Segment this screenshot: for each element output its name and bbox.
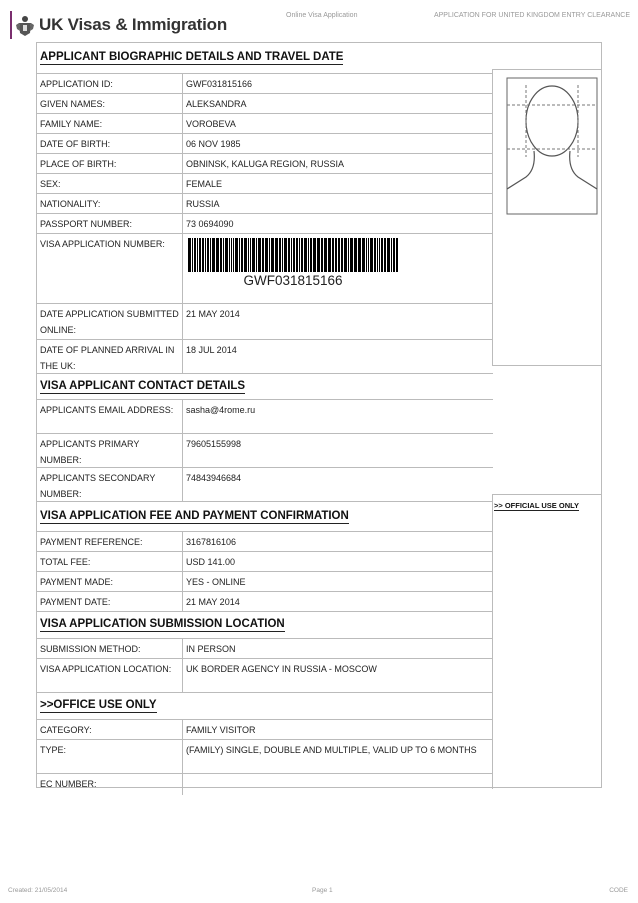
field-label: APPLICANTS SECONDARY NUMBER:: [37, 468, 183, 501]
field-value: VOROBEVA: [186, 119, 236, 129]
barcode-bar: [368, 238, 369, 272]
field-value: sasha@4rome.ru: [186, 405, 256, 415]
barcode-bar: [192, 238, 193, 272]
field-label: VISA APPLICATION NUMBER:: [37, 234, 183, 303]
row-sex: [37, 174, 493, 194]
barcode-bar: [252, 238, 255, 272]
footer-page-number: Page 1: [312, 887, 333, 894]
section-payment: [37, 502, 493, 532]
barcode-bar: [366, 238, 367, 272]
row-date-submitted: [37, 304, 493, 340]
barcode-bar: [202, 238, 204, 272]
field-value: 06 NOV 1985: [186, 139, 241, 149]
barcode-bar: [332, 238, 334, 272]
section-office-use: [37, 693, 493, 720]
field-value: FEMALE: [186, 179, 223, 189]
field-value: 73 0694090: [186, 219, 234, 229]
barcode-bar: [197, 238, 198, 272]
field-value: 21 MAY 2014: [186, 597, 240, 607]
barcode-bar: [341, 238, 343, 272]
barcode-bar: [275, 238, 278, 272]
brand-name: UK Visas & Immigration: [39, 15, 228, 34]
barcode-bar: [256, 238, 257, 272]
barcode-bar: [396, 238, 398, 272]
barcode-bar: [269, 238, 270, 272]
barcode-bar: [212, 238, 215, 272]
barcode-bar: [205, 238, 206, 272]
barcode-bar: [391, 238, 392, 272]
barcode-bar: [279, 238, 281, 272]
field-value: USD 141.00: [186, 557, 236, 567]
barcode-bar: [374, 238, 376, 272]
row-family-name: [37, 114, 493, 134]
barcode-bar: [241, 238, 243, 272]
barcode-bar: [262, 238, 264, 272]
barcode-bar: [308, 238, 309, 272]
barcode-bar: [244, 238, 247, 272]
barcode-bar: [324, 238, 327, 272]
barcode-bar: [271, 238, 274, 272]
barcode-bar: [304, 238, 307, 272]
row-date-of-birth: [37, 134, 493, 154]
field-label: SUBMISSION METHOD:: [37, 639, 183, 658]
barcode-bar: [223, 238, 224, 272]
barcode-bar: [362, 238, 365, 272]
field-label: FAMILY NAME:: [37, 114, 183, 133]
field-value: (FAMILY) SINGLE, DOUBLE AND MULTIPLE, VALID UP TO 6 MONTHS: [186, 745, 477, 755]
application-form: [36, 42, 602, 788]
row-secondary-number: [37, 468, 493, 502]
barcode-bar: [293, 238, 295, 272]
field-label: APPLICANTS PRIMARY NUMBER:: [37, 434, 183, 467]
photo-box-top: [492, 69, 602, 70]
barcode-bar: [291, 238, 292, 272]
field-label: NATIONALITY:: [37, 194, 183, 213]
royal-crest-icon: [15, 13, 35, 37]
row-passport-number: [37, 214, 493, 234]
row-type: [37, 740, 493, 774]
official-use-divider: [492, 494, 493, 789]
barcode-bar: [299, 238, 300, 272]
field-label: GIVEN NAMES:: [37, 94, 183, 113]
row-payment-made: [37, 572, 493, 592]
barcode-bar: [317, 238, 320, 272]
barcode-bar: [370, 238, 373, 272]
barcode-bar: [393, 238, 395, 272]
official-use-text: >> OFFICIAL USE ONLY: [494, 501, 580, 510]
barcode-bar: [377, 238, 378, 272]
field-label: PAYMENT DATE:: [37, 592, 183, 611]
barcode-bar: [384, 238, 386, 272]
barcode-bar: [250, 238, 251, 272]
footer-created: Created: 21/05/2014: [8, 887, 68, 894]
barcode-bar: [313, 238, 316, 272]
field-label: DATE APPLICATION SUBMITTED ONLINE:: [37, 304, 183, 339]
row-primary-number: [37, 434, 493, 468]
field-label: DATE OF PLANNED ARRIVAL IN THE UK:: [37, 340, 183, 373]
barcode-bar: [229, 238, 230, 272]
field-label: VISA APPLICATION LOCATION:: [37, 659, 183, 692]
field-label: PASSPORT NUMBER:: [37, 214, 183, 233]
barcode-bar: [358, 238, 361, 272]
field-label: TYPE:: [37, 740, 183, 773]
barcode-bar: [210, 238, 211, 272]
barcode-bar: [265, 238, 268, 272]
barcode-bar: [207, 238, 209, 272]
field-value: ALEKSANDRA: [186, 99, 247, 109]
barcode-bar: [310, 238, 312, 272]
row-application-id: [37, 74, 493, 94]
field-value: OBNINSK, KALUGA REGION, RUSSIA: [186, 159, 345, 169]
row-visa-application-number: [37, 234, 493, 304]
barcode-bar: [199, 238, 201, 272]
row-place-of-birth: [37, 154, 493, 174]
header-center-text: Online Visa Application: [286, 12, 358, 19]
section-title: VISA APPLICATION FEE AND PAYMENT CONFIRMATION: [40, 509, 349, 522]
field-value: IN PERSON: [186, 644, 236, 654]
field-value: UK BORDER AGENCY IN RUSSIA - MOSCOW: [186, 664, 377, 674]
field-value: 74843946684: [186, 473, 242, 483]
field-value: [183, 774, 493, 795]
uk-visas-logo: [10, 10, 227, 40]
row-date-arrival: [37, 340, 493, 374]
row-payment-date: [37, 592, 493, 612]
field-value: GWF031815166: [186, 79, 253, 89]
brand-bar: [10, 11, 12, 39]
passport-photo-placeholder-icon: [506, 77, 598, 215]
field-label: SEX:: [37, 174, 183, 193]
row-submission-location: [37, 659, 493, 693]
barcode-bar: [233, 238, 234, 272]
section-title: VISA APPLICANT CONTACT DETAILS: [40, 379, 246, 392]
row-given-names: [37, 94, 493, 114]
barcode-cell: [183, 234, 493, 303]
barcode-bar: [258, 238, 261, 272]
field-value: YES - ONLINE: [186, 577, 246, 587]
field-label: APPLICANTS EMAIL ADDRESS:: [37, 400, 183, 433]
header-right-text: APPLICATION FOR UNITED KINGDOM ENTRY CLEARANCE: [433, 12, 630, 19]
form-main-column: [37, 43, 493, 795]
row-submission-method: [37, 639, 493, 659]
barcode-bar: [220, 238, 222, 272]
section-submission: [37, 612, 493, 639]
field-label: TOTAL FEE:: [37, 552, 183, 571]
barcode-bar: [188, 238, 191, 272]
field-value: 21 MAY 2014: [186, 309, 240, 319]
section-title: >>OFFICE USE ONLY: [40, 699, 157, 711]
photo-divider: [492, 69, 493, 365]
row-payment-reference: [37, 532, 493, 552]
official-use-label: [494, 501, 579, 510]
barcode-bar: [387, 238, 390, 272]
field-label: CATEGORY:: [37, 720, 183, 739]
barcode-bar: [354, 238, 357, 272]
barcode-bar: [288, 238, 290, 272]
barcode-bar: [350, 238, 353, 272]
barcode-bar: [335, 238, 337, 272]
photo-box-bottom: [492, 365, 602, 366]
field-value: 79605155998: [186, 439, 242, 449]
footer-code: CODE: [609, 887, 628, 894]
barcode-bar: [239, 238, 240, 272]
section-title: APPLICANT BIOGRAPHIC DETAILS AND TRAVEL DATE: [40, 51, 344, 63]
barcode-bar: [216, 238, 219, 272]
barcode-bar: [381, 238, 383, 272]
section-contact: [37, 374, 493, 400]
row-ec-number: [37, 774, 493, 795]
row-nationality: [37, 194, 493, 214]
official-use-top: [492, 494, 602, 495]
field-label: DATE OF BIRTH:: [37, 134, 183, 153]
barcode-bar: [194, 238, 196, 272]
field-value: 18 JUL 2014: [186, 345, 237, 355]
barcode-bar: [321, 238, 323, 272]
barcode-bar: [225, 238, 228, 272]
barcode-bar: [338, 238, 340, 272]
barcode-bar: [282, 238, 283, 272]
section-title: VISA APPLICATION SUBMISSION LOCATION: [40, 618, 285, 630]
field-value: RUSSIA: [186, 199, 220, 209]
row-category: [37, 720, 493, 740]
row-email: [37, 400, 493, 434]
field-value: 3167816106: [186, 537, 237, 547]
barcode-bar: [301, 238, 303, 272]
row-total-fee: [37, 552, 493, 572]
field-label: EC NUMBER:: [37, 774, 183, 795]
barcode-bar: [344, 238, 347, 272]
barcode-caption: GWF031815166: [243, 273, 343, 288]
field-label: PAYMENT REFERENCE:: [37, 532, 183, 551]
barcode-bar: [231, 238, 232, 272]
barcode-bar: [284, 238, 287, 272]
barcode-bar: [348, 238, 349, 272]
field-label: PAYMENT MADE:: [37, 572, 183, 591]
barcode-bar: [235, 238, 238, 272]
barcode-bar: [328, 238, 331, 272]
field-label: PLACE OF BIRTH:: [37, 154, 183, 173]
barcode-image: [186, 238, 400, 272]
section-biographic: [37, 43, 493, 74]
barcode-bar: [296, 238, 298, 272]
field-label: APPLICATION ID:: [37, 74, 183, 93]
barcode-bar: [248, 238, 249, 272]
barcode-bar: [379, 238, 380, 272]
field-value: FAMILY VISITOR: [186, 725, 256, 735]
